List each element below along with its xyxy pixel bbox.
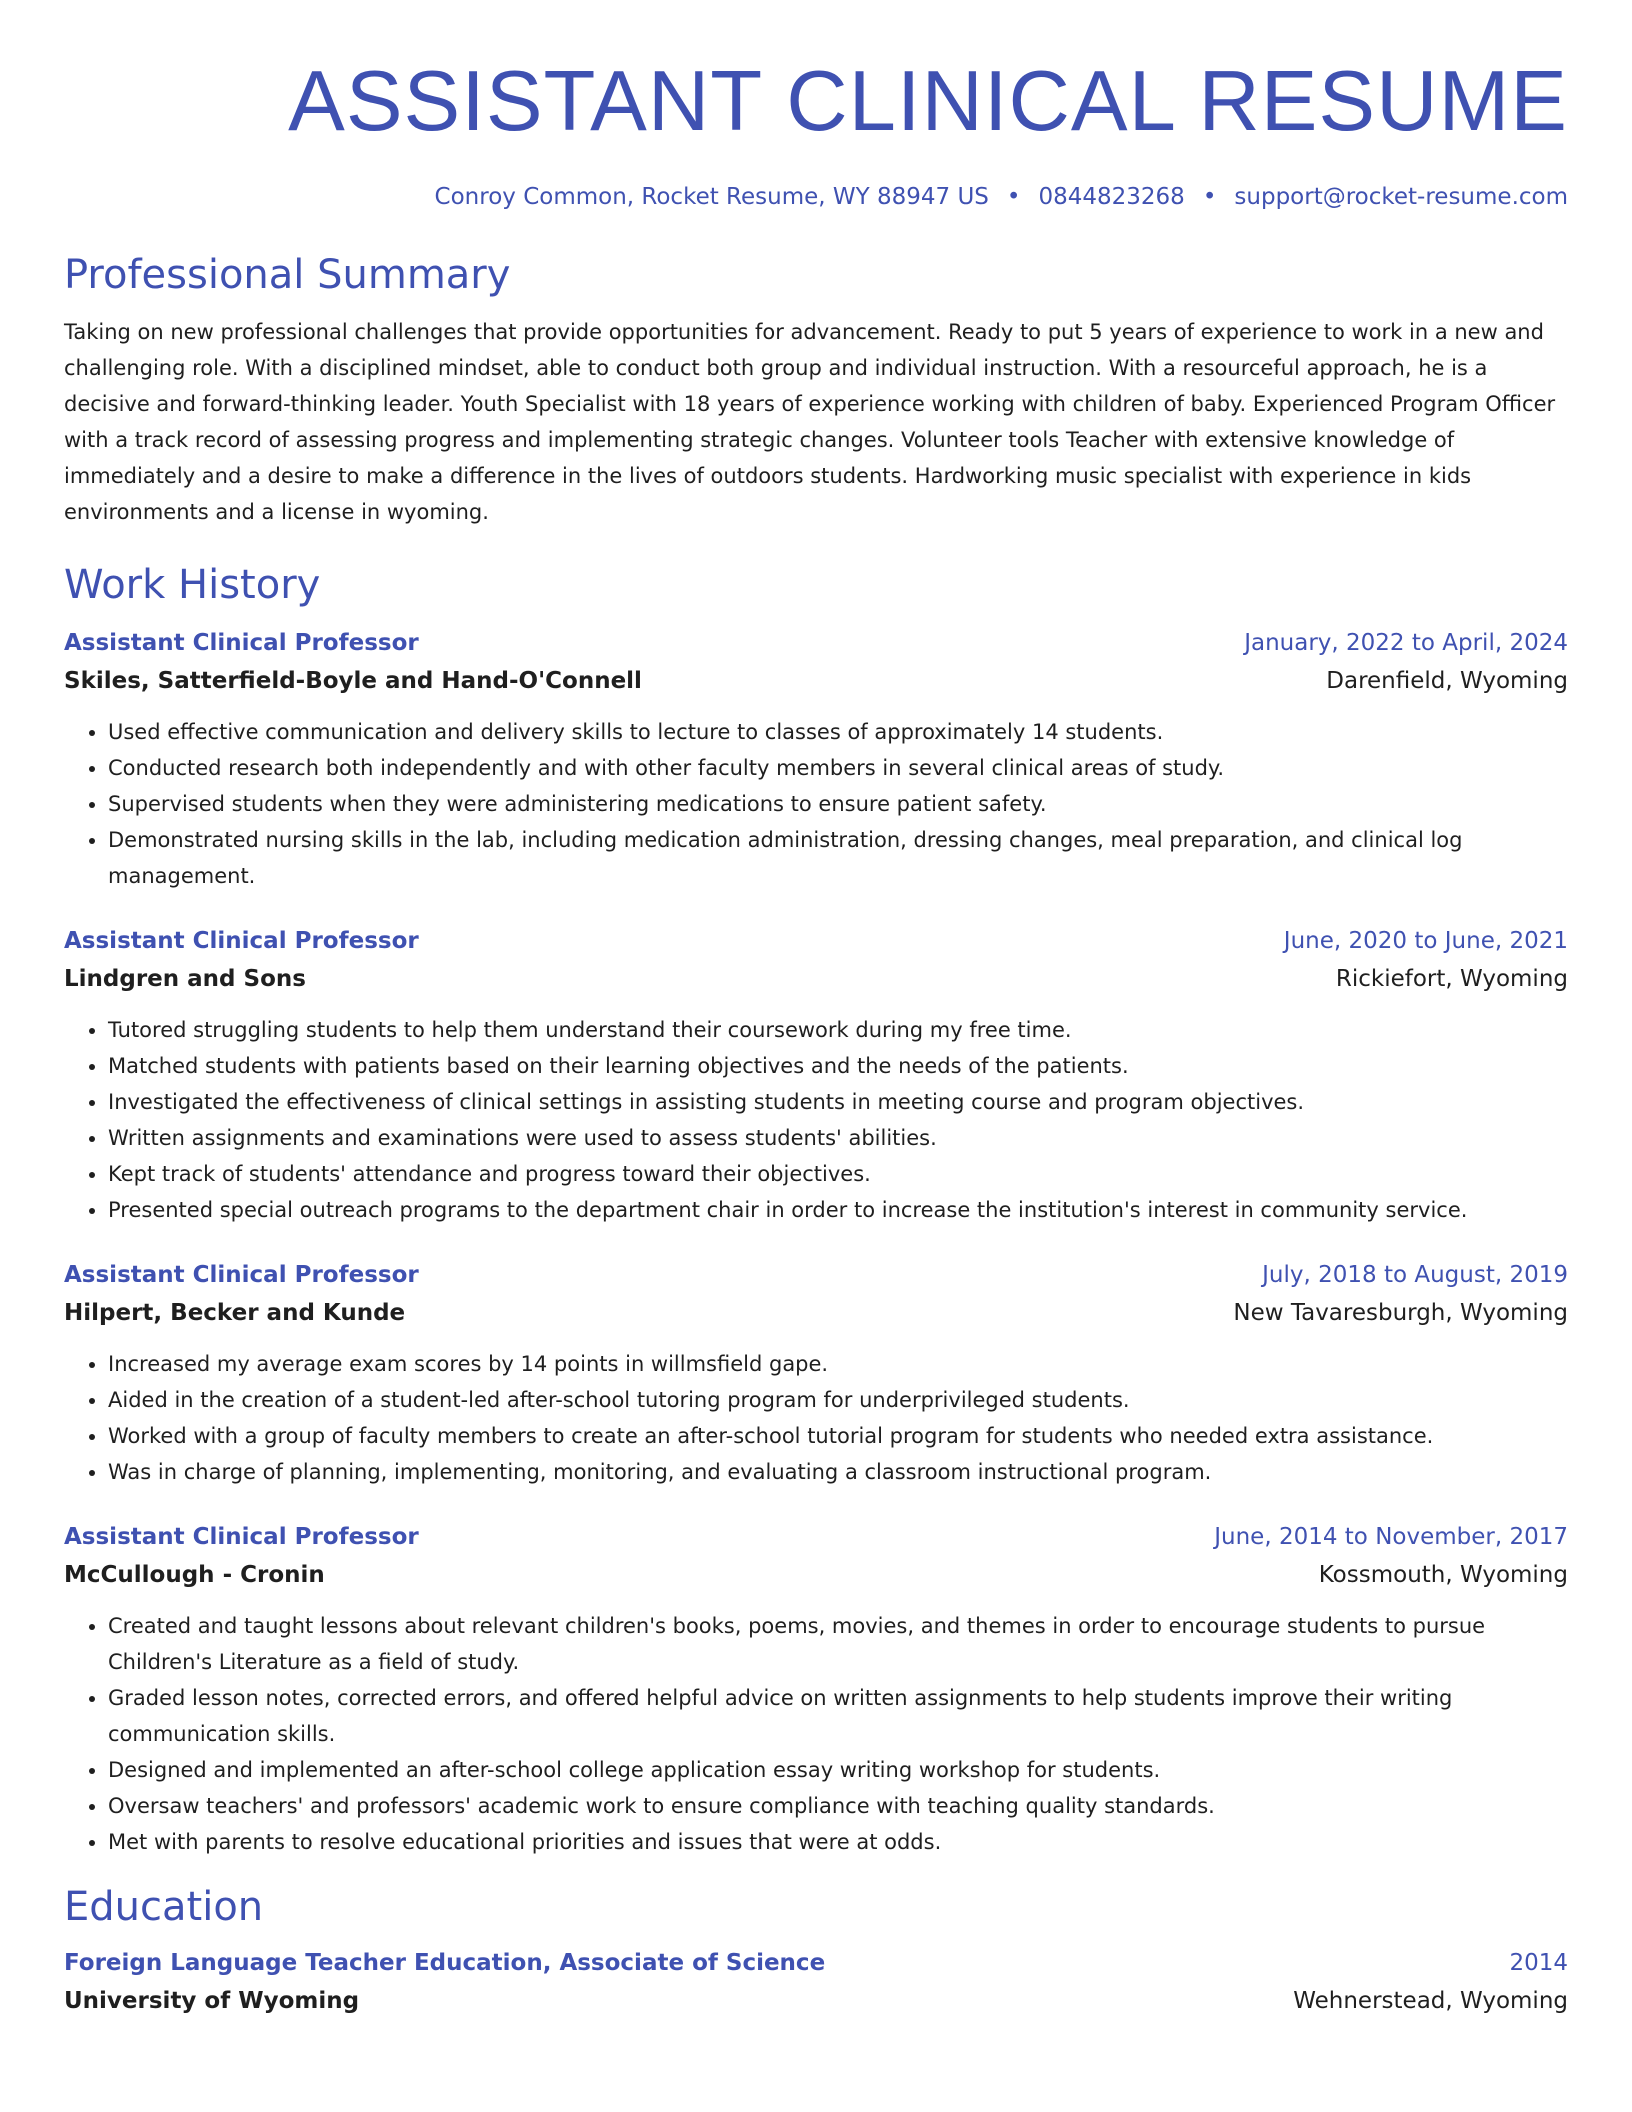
summary-text: Taking on new professional challenges that provide opportunities for advancement. Ready to put 5 years of experience to work in a new and challenging role. With a disciplined mindset, able to conduct both group and individual instruction. With a resourceful approach, he is a decisive and forward-thinking leader. Youth Specialist with 18 years of experience working with children of baby. Experienced Program Officer with a track record of assessing progress and implementing strategic changes. Volunteer tools Teacher with extensive knowledge of immediately and a desire to make a difference in the lives of outdoors students. Hardworking music specialist with experience in kids environments and a license in wyoming. [64,320,1556,524]
job-company-row [64,1294,1568,1332]
job-title: Assistant Clinical Professor [64,1262,419,1288]
contact-phone: 0844823268 [1038,184,1185,210]
job-bullet: • Demonstrated nursing skills in the lab, including medication administration, dressing changes, meal preparation, and clinical log management. [108,822,1568,894]
education-location: Wehnerstead, Wyoming [1293,1988,1568,2014]
job-bullet: • Conducted research both independently and with other faculty members in several clinical areas of study. [108,750,1568,786]
job-title: Assistant Clinical Professor [64,1524,419,1550]
job-location: Darenfield, Wyoming [1326,668,1568,694]
job-bullet: • Used effective communication and delivery skills to lecture to classes of approximately 14 students. [108,714,1568,750]
contact-email: support@rocket-resume.com [1234,184,1568,210]
job-location: Kossmouth, Wyoming [1318,1562,1568,1588]
job-bullet: • Worked with a group of faculty members to create an after-school tutorial program for students who needed extra assistance. [108,1418,1568,1454]
job-bullet: • Created and taught lessons about relevant children's books, poems, movies, and themes in order to encourage students to pursue Children's Literature as a field of study. [108,1608,1568,1680]
job-bullet: • Was in charge of planning, implementing, monitoring, and evaluating a classroom instructional program. [108,1454,1568,1490]
job-header-row [64,922,1568,960]
job-dates: June, 2014 to November, 2017 [1214,1524,1568,1550]
job-dates: January, 2022 to April, 2024 [1244,630,1568,656]
job-bullet: • Tutored struggling students to help them understand their coursework during my free time. [108,1012,1568,1048]
job-bullet: • Supervised students when they were administering medications to ensure patient safety. [108,786,1568,822]
job-bullet: • Presented special outreach programs to the department chair in order to increase the institution's interest in community service. [108,1192,1568,1228]
education-year: 2014 [1509,1950,1568,1976]
job-dates: July, 2018 to August, 2019 [1262,1262,1568,1288]
job-bullet: • Designed and implemented an after-school college application essay writing workshop for students. [108,1752,1568,1788]
job-company: McCullough - Cronin [64,1562,325,1588]
job-bullet: • Increased my average exam scores by 14 points in willmsfield gape. [108,1346,1568,1382]
education-list [64,1944,1568,2020]
job-bullet-list [64,1608,1568,1860]
job-header-row [64,624,1568,662]
contact-line [64,182,1568,212]
job-company-row [64,960,1568,998]
education-school: University of Wyoming [64,1988,360,2014]
job-company: Hilpert, Becker and Kunde [64,1300,406,1326]
job-bullet: • Written assignments and examinations were used to assess students' abilities. [108,1120,1568,1156]
job-location: New Tavaresburgh, Wyoming [1233,1300,1568,1326]
education-header-row [64,1944,1568,1982]
job-bullet: • Oversaw teachers' and professors' academic work to ensure compliance with teaching quality standards. [108,1788,1568,1824]
job-bullet-list [64,714,1568,894]
job-bullet: • Kept track of students' attendance and progress toward their objectives. [108,1156,1568,1192]
job-entry [64,922,1568,1228]
education-school-row [64,1982,1568,2020]
job-company-row [64,662,1568,700]
job-entry [64,1256,1568,1490]
job-bullet: • Met with parents to resolve educational priorities and issues that were at odds. [108,1824,1568,1860]
job-bullet: • Graded lesson notes, corrected errors, and offered helpful advice on written assignments to help students improve their writing communication skills. [108,1680,1568,1752]
job-header-row [64,1256,1568,1294]
job-company: Skiles, Satterfield-Boyle and Hand-O'Connell [64,668,642,694]
job-company-row [64,1556,1568,1594]
education-heading: Education [64,1884,264,1930]
job-bullet-list [64,1012,1568,1228]
job-company: Lindgren and Sons [64,966,306,992]
work-history-heading: Work History [64,562,321,608]
education-entry [64,1944,1568,2020]
contact-separator: • [1006,184,1021,210]
summary-heading: Professional Summary [64,252,511,298]
job-title: Assistant Clinical Professor [64,928,419,954]
work-history-list [64,624,1568,1860]
contact-address: Conroy Common, Rocket Resume, WY 88947 US [434,184,989,210]
job-title: Assistant Clinical Professor [64,630,419,656]
job-bullet: • Investigated the effectiveness of clinical settings in assisting students in meeting course and program objectives. [108,1084,1568,1120]
education-degree: Foreign Language Teacher Education, Associate of Science [64,1950,826,1976]
job-bullet-list [64,1346,1568,1490]
job-header-row [64,1518,1568,1556]
job-location: Rickiefort, Wyoming [1335,966,1568,992]
job-dates: June, 2020 to June, 2021 [1283,928,1568,954]
job-entry [64,624,1568,894]
job-bullet: • Matched students with patients based on their learning objectives and the needs of the patients. [108,1048,1568,1084]
job-entry [64,1518,1568,1860]
contact-separator: • [1202,184,1217,210]
resume-name: ASSISTANT CLINICAL RESUME [288,54,1568,149]
job-bullet: • Aided in the creation of a student-led after-school tutoring program for underprivileged students. [108,1382,1568,1418]
